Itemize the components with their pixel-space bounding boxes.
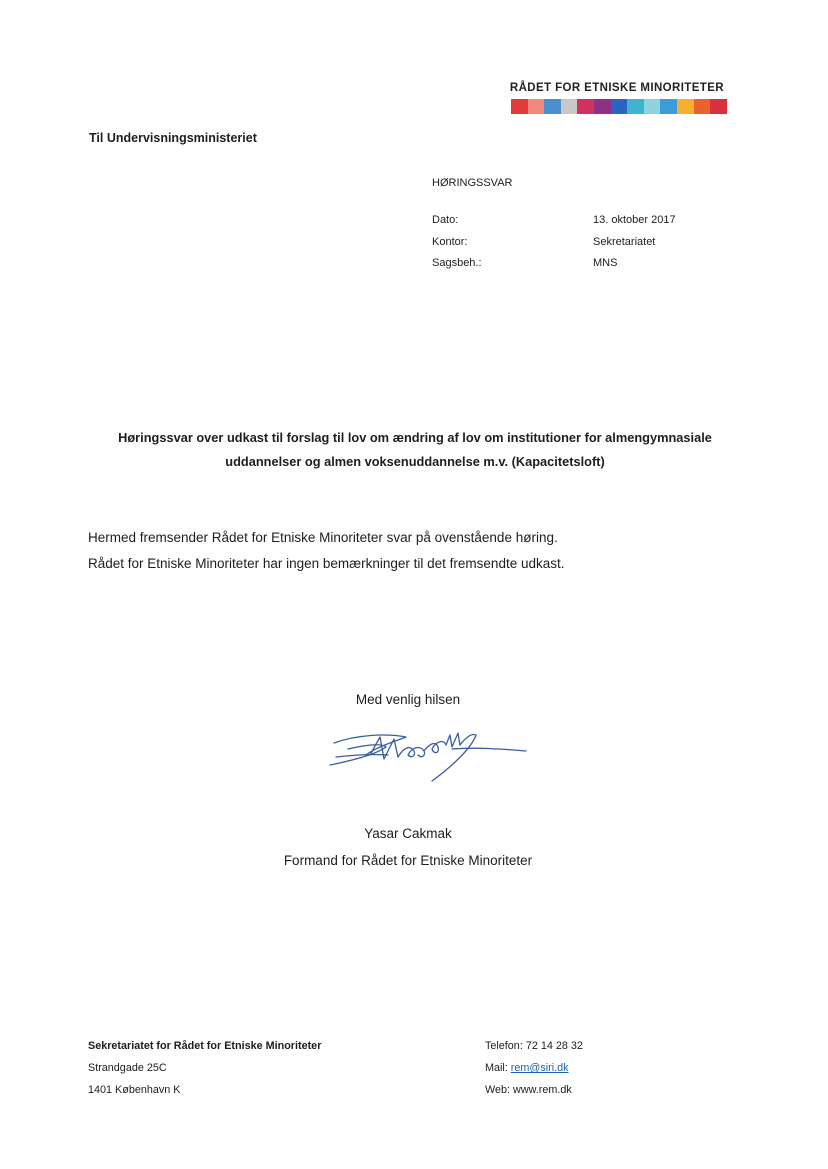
document-type: HØRINGSSVAR: [432, 177, 513, 189]
body-text: [88, 525, 564, 577]
logo-color-segment-1: [511, 99, 528, 114]
subject-heading: [60, 426, 770, 474]
logo-color-segment-8: [627, 99, 644, 114]
logo-color-segment-13: [710, 99, 727, 114]
logo-color-segment-6: [594, 99, 611, 114]
meta-row-caseworker: [432, 257, 676, 279]
body-paragraph-1: Hermed fremsender Rådet for Etniske Minoriteter svar på ovenstående høring.: [88, 530, 558, 545]
logo-color-segment-11: [677, 99, 694, 114]
recipient: Til Undervisningsministeriet: [89, 131, 257, 145]
phone-label: Telefon:: [485, 1040, 523, 1052]
mail-label: Mail:: [485, 1062, 508, 1074]
organization-logo-text: RÅDET FOR ETNISKE MINORITETER: [509, 82, 724, 94]
handwritten-signature: [326, 725, 532, 783]
phone-number: 72 14 28 32: [525, 1040, 583, 1052]
meta-value: MNS: [593, 257, 618, 269]
signatory-title: Formand for Rådet for Etniske Minoriteter: [283, 853, 533, 868]
footer-web-row: [485, 1079, 583, 1101]
footer-city: 1401 København K: [88, 1084, 181, 1096]
meta-row-office: [432, 236, 676, 258]
meta-label: Sagsbeh.:: [432, 257, 482, 269]
footer-address: [88, 1035, 321, 1101]
meta-label: Dato:: [432, 214, 459, 226]
logo-color-bar: [511, 99, 727, 114]
footer-phone-row: [485, 1035, 583, 1057]
logo-color-segment-10: [660, 99, 677, 114]
subject-line-1: Høringssvar over udkast til forslag til lov om ændring af lov om institutioner for almengymnasiale: [118, 430, 712, 445]
meta-block: [432, 214, 676, 279]
web-address: www.rem.dk: [513, 1084, 572, 1096]
logo-color-segment-12: [694, 99, 711, 114]
logo-color-segment-4: [561, 99, 578, 114]
logo-color-segment-3: [544, 99, 561, 114]
meta-value: 13. oktober 2017: [593, 214, 676, 226]
footer-street: Strandgade 25C: [88, 1062, 167, 1074]
logo-color-segment-2: [528, 99, 545, 114]
body-paragraph-2: Rådet for Etniske Minoriteter har ingen bemærkninger til det fremsendte udkast.: [88, 556, 565, 571]
meta-row-date: [432, 214, 676, 236]
subject-line-2: uddannelser og almen voksenuddannelse m.v. (Kapacitetsloft): [225, 454, 605, 469]
mail-link[interactable]: rem@siri.dk: [510, 1062, 569, 1074]
web-label: Web:: [485, 1084, 511, 1096]
signature-block: [0, 820, 816, 874]
logo-color-segment-9: [644, 99, 661, 114]
closing-greeting: Med venlig hilsen: [355, 692, 461, 707]
signatory-name: Yasar Cakmak: [364, 826, 452, 841]
logo-color-segment-5: [577, 99, 594, 114]
footer-address-title: Sekretariatet for Rådet for Etniske Minoriteter: [88, 1040, 322, 1052]
footer-contact: [485, 1035, 583, 1101]
logo-color-segment-7: [611, 99, 628, 114]
meta-value: Sekretariatet: [593, 235, 656, 248]
meta-label: Kontor:: [432, 235, 468, 248]
footer-mail-row: [485, 1057, 583, 1079]
